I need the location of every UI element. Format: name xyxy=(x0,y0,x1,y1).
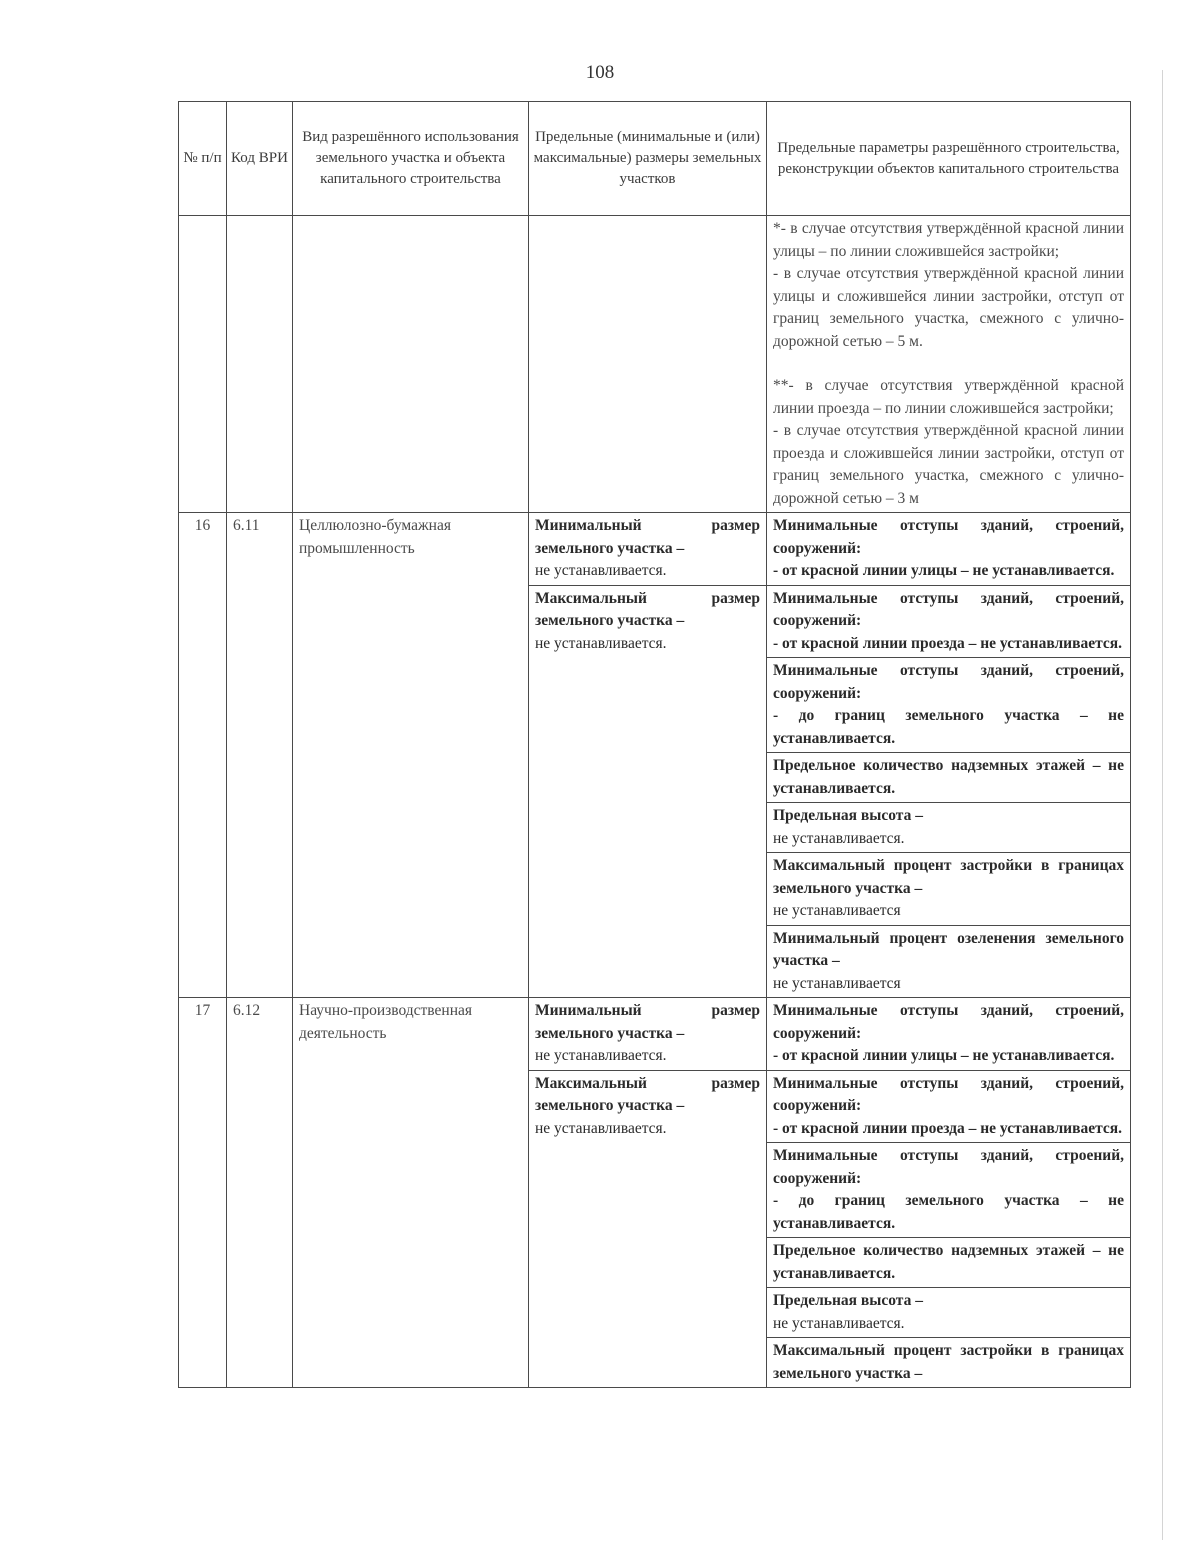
page-number: 108 xyxy=(585,62,615,83)
table-row-16 xyxy=(179,513,1131,586)
table-header xyxy=(179,102,1131,216)
param-floors: Предельное количество надземных этажей – не устанавливается. xyxy=(767,1238,1131,1288)
param-setback-boundary: Минимальные отступы зданий, строений, сооружений: - до границ земельного участка – не устанавливается. xyxy=(767,1143,1131,1238)
row-code: 6.11 xyxy=(227,513,293,998)
note-street-a: *- в случае отсутствия утверждённой красной линии улицы – по линии сложившейся застройки; xyxy=(773,220,1124,260)
table-row-17 xyxy=(179,998,1131,1071)
header-num: № п/п xyxy=(179,102,227,216)
header-code: Код ВРИ xyxy=(227,102,293,216)
param-greening: Минимальный процент озеленения земельного участка – не устанавливается xyxy=(767,925,1131,998)
header-size: Предельные (минимальные и (или) максимальные) размеры земельных участков xyxy=(529,102,767,216)
header-params: Предельные параметры разрешённого строительства, реконструкции объектов капитального строительства xyxy=(767,102,1131,216)
header-type: Вид разрешённого использования земельного участка и объекта капитального строительства xyxy=(293,102,529,216)
scan-edge-line xyxy=(1162,70,1163,1540)
zoning-parameters-table xyxy=(178,101,1131,1388)
param-coverage: Максимальный процент застройки в границах земельного участка – xyxy=(767,1338,1131,1388)
param-height: Предельная высота – не устанавливается. xyxy=(767,803,1131,853)
param-height: Предельная высота – не устанавливается. xyxy=(767,1288,1131,1338)
param-setback-driveway: Минимальные отступы зданий, строений, сооружений: - от красной линии проезда – не устанавливается. xyxy=(767,585,1131,658)
param-setback-boundary: Минимальные отступы зданий, строений, сооружений: - до границ земельного участка – не устанавливается. xyxy=(767,658,1131,753)
note-driveway-b: - в случае отсутствия утверждённой красной линии проезда и сложившейся линии застройки, отступ от границ земельного участка, смежного с улично-дорожной сетью – 3 м xyxy=(773,422,1124,507)
size-min-cell: Минимальный размер земельного участка – не устанавливается. xyxy=(529,998,767,1071)
param-setback-street: Минимальные отступы зданий, строений, сооружений: - от красной линии улицы – не устанавливается. xyxy=(767,513,1131,586)
continuation-row xyxy=(179,216,1131,513)
footnotes-cell xyxy=(767,216,1131,513)
row-code: 6.12 xyxy=(227,998,293,1388)
row-type: Целлюлозно-бумажная промышленность xyxy=(293,513,529,998)
param-coverage: Максимальный процент застройки в границах земельного участка – не устанавливается xyxy=(767,853,1131,926)
size-max-cell: Максимальный размер земельного участка – не устанавливается. xyxy=(529,1070,767,1388)
size-min-cell: Минимальный размер земельного участка – не устанавливается. xyxy=(529,513,767,586)
size-max-cell: Максимальный размер земельного участка – не устанавливается. xyxy=(529,585,767,998)
row-number: 16 xyxy=(179,513,227,998)
row-number: 17 xyxy=(179,998,227,1388)
row-type: Научно-производственная деятельность xyxy=(293,998,529,1388)
note-street-b: - в случае отсутствия утверждённой красной линии улицы и сложившейся линии застройки, отступ от границ земельного участка, смежного с улично-дорожной сетью – 5 м. xyxy=(773,265,1124,350)
param-setback-street: Минимальные отступы зданий, строений, сооружений: - от красной линии улицы – не устанавливается. xyxy=(767,998,1131,1071)
param-setback-driveway: Минимальные отступы зданий, строений, сооружений: - от красной линии проезда – не устанавливается. xyxy=(767,1070,1131,1143)
param-floors: Предельное количество надземных этажей – не устанавливается. xyxy=(767,753,1131,803)
note-driveway-a: **- в случае отсутствия утверждённой красной линии проезда – по линии сложившейся застройки; xyxy=(773,377,1124,417)
